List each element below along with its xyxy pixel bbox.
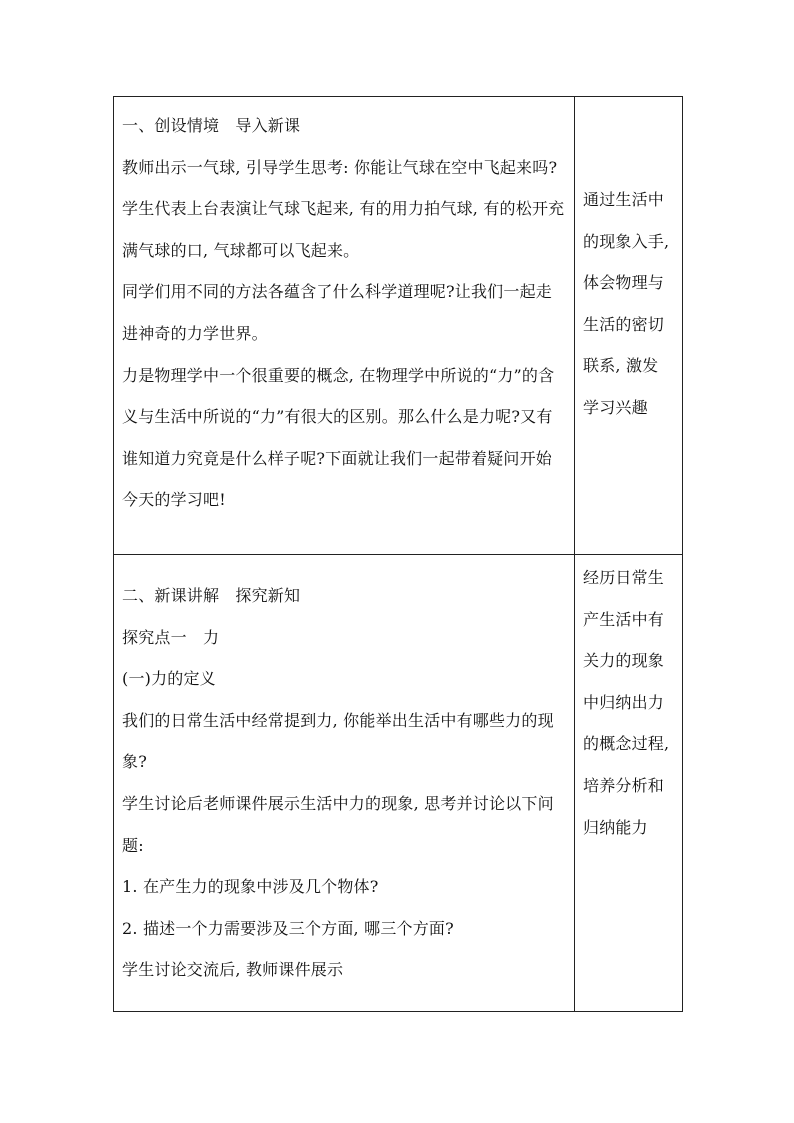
- section2-content-cell: [114, 555, 575, 1012]
- section1-heading: 一、创设情境 导入新课: [122, 116, 301, 135]
- section1-content-cell: [114, 97, 575, 555]
- section1-content: [114, 97, 574, 521]
- section2-paragraph: 学生讨论后老师课件展示生活中力的现象, 思考并讨论以下问题:: [122, 793, 554, 855]
- section2-heading: 二、新课讲解 探究新知: [122, 586, 301, 605]
- section1-paragraph: 力是物理学中一个很重要的概念, 在物理学中所说的“力”的含义与生活中所说的“力”有很大的区别。那么什么是力呢?又有谁知道力究竟是什么样子呢?下面就让我们一起带着疑问开始今天的学习吧!: [122, 365, 555, 510]
- section2-content: [114, 555, 574, 991]
- section2-question: 1. 在产生力的现象中涉及几个物体?: [122, 877, 379, 897]
- table-row: [114, 555, 683, 1012]
- section2-subheading: 探究点一 力: [122, 627, 220, 647]
- section2-note-cell: [575, 555, 683, 1012]
- lesson-plan-table: [113, 96, 683, 1012]
- section2-paragraph: 我们的日常生活中经常提到力, 你能举出生活中有哪些力的现象?: [122, 710, 554, 772]
- section1-paragraph: 学生代表上台表演让气球飞起来, 有的用力拍气球, 有的松开充满气球的口, 气球都可以飞起来。: [122, 199, 565, 260]
- section2-paragraph: 学生讨论交流后, 教师课件展示: [122, 960, 344, 980]
- section2-note: 经历日常生产生活中有关力的现象中归纳出力的概念过程, 培养分析和归纳能力: [583, 568, 670, 837]
- section1-note: 通过生活中的现象入手, 体会物理与生活的密切联系, 激发学习兴趣: [583, 190, 670, 417]
- section1-paragraph: 教师出示一气球, 引导学生思考: 你能让气球在空中飞起来吗?: [122, 157, 558, 177]
- table-row: [114, 97, 683, 555]
- section1-paragraph: 同学们用不同的方法各蕴含了什么科学道理呢?让我们一起走进神奇的力学世界。: [122, 282, 552, 343]
- section2-subheading: (一)力的定义: [122, 669, 216, 689]
- section2-question: 2. 描述一个力需要涉及三个方面, 哪三个方面?: [122, 918, 454, 938]
- section1-note-cell: [575, 97, 683, 555]
